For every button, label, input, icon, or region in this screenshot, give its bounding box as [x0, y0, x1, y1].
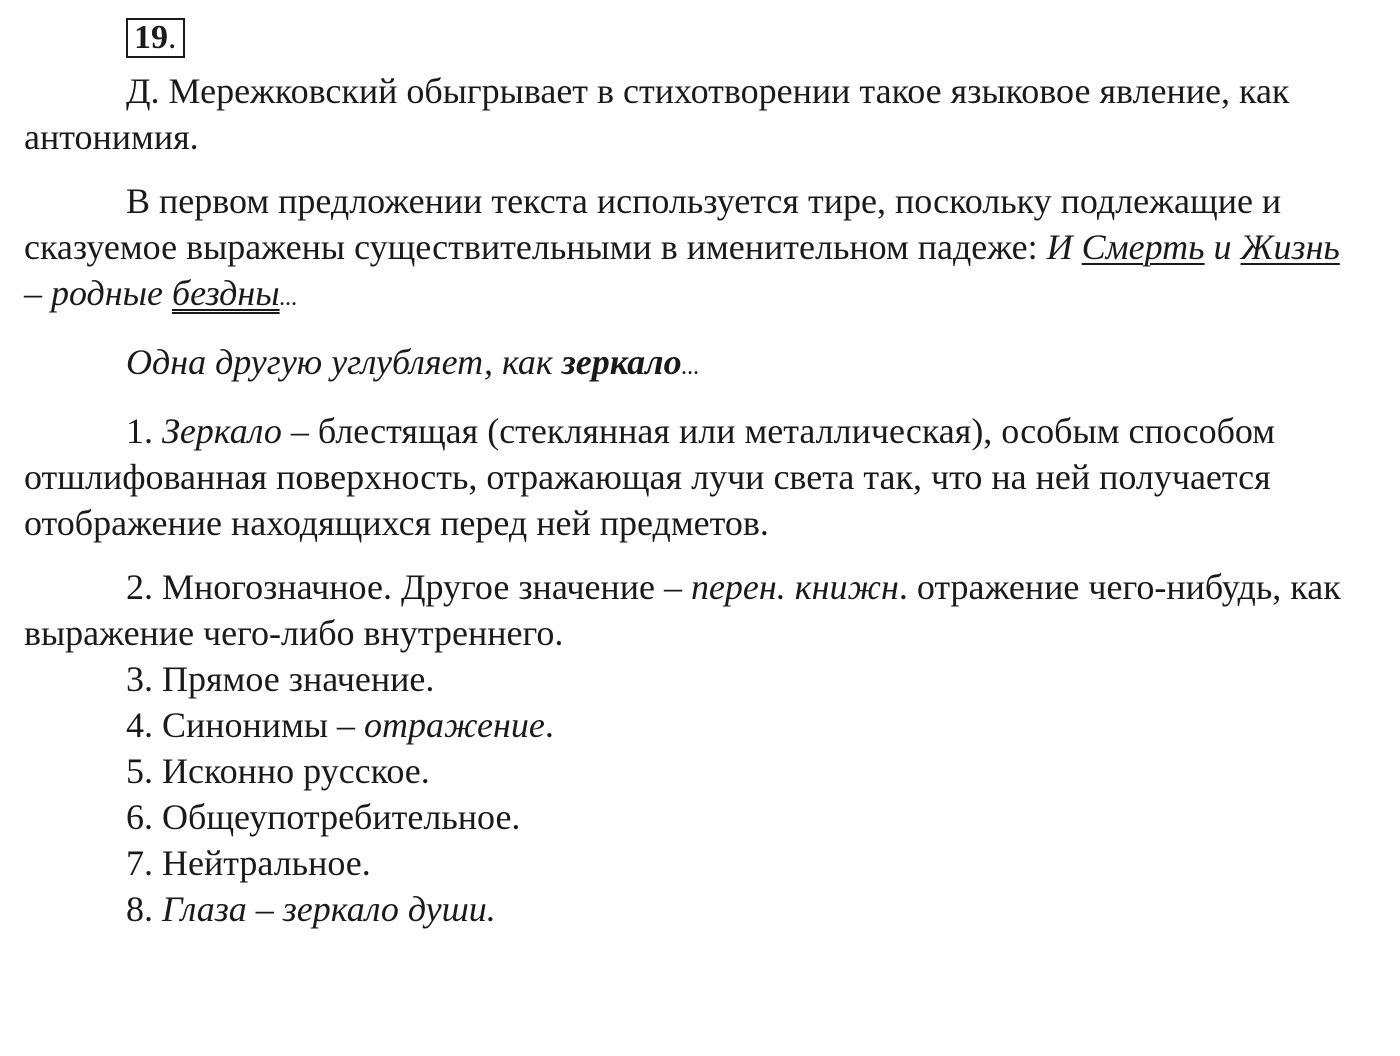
list-item-6: 6. Общеупотребительное. — [126, 797, 521, 837]
quote-predicate-bezdny: бездны — [171, 273, 280, 313]
item-1-term: Зеркало — [162, 411, 282, 451]
list-item-3: 3. Прямое значение. — [126, 659, 435, 699]
quote-subject-zhizn: Жизнь — [1240, 227, 1340, 267]
list-item-7: 7. Нейтральное. — [126, 843, 371, 883]
paragraph-antonymy: Д. Мережковский обыгрывает в стихотворении такое языковое явление, как антонимия. — [24, 71, 1290, 157]
item-2-italic: перен. книжн — [690, 567, 899, 607]
item-1-number: 1. — [126, 411, 162, 451]
list-item-5: 5. Исконно русское. — [126, 751, 430, 791]
item-2-text-a: 2. Многозначное. Другое значение – — [126, 567, 691, 607]
item-4-end: . — [544, 705, 554, 745]
list-item-8 — [24, 886, 1354, 932]
quote-subject-smert: Смерть — [1081, 227, 1205, 267]
quote-and: и — [1204, 227, 1241, 267]
paragraph-dash-explanation — [24, 178, 1354, 321]
item-4-text: 4. Синонимы – — [126, 705, 365, 745]
quote-line-2-ellipsis: ... — [681, 354, 700, 380]
exercise-number-dot: . — [168, 19, 177, 56]
item-8-proverb: Глаза – зеркало души. — [162, 889, 496, 929]
list-item-2 — [24, 564, 1354, 656]
item-4-synonym: отражение — [364, 705, 545, 745]
dash-explanation-text: В первом предложении текста используется тире, поскольку подлежащие и сказуемое выражены существительными в именительном падеже: — [24, 181, 1282, 267]
document-page — [24, 18, 1354, 932]
item-8-number: 8. — [126, 889, 162, 929]
quote-i: И — [1046, 227, 1082, 267]
exercise-number-box — [126, 18, 185, 58]
quote-dash: – родные — [24, 273, 172, 313]
quote-line-2 — [24, 339, 1354, 390]
item-1-definition: – блестящая (стеклянная или металлическая), особым способом отшлифованная поверхность, отражающая лучи света так, что на ней получается отображение находящихся перед ней предметов. — [24, 411, 1276, 543]
quote-line-2-text: Одна другую углубляет, как — [126, 342, 562, 382]
exercise-number: 19 — [134, 19, 168, 56]
list-item-4 — [24, 702, 1354, 748]
quote-keyword-zerkalo: зеркало — [561, 342, 682, 382]
list-item-1 — [24, 408, 1354, 546]
quote-ellipsis: ... — [279, 285, 298, 311]
item-2-text-b: . отражение чего-нибудь, как выражение чего-либо внутреннего. — [24, 567, 1341, 653]
